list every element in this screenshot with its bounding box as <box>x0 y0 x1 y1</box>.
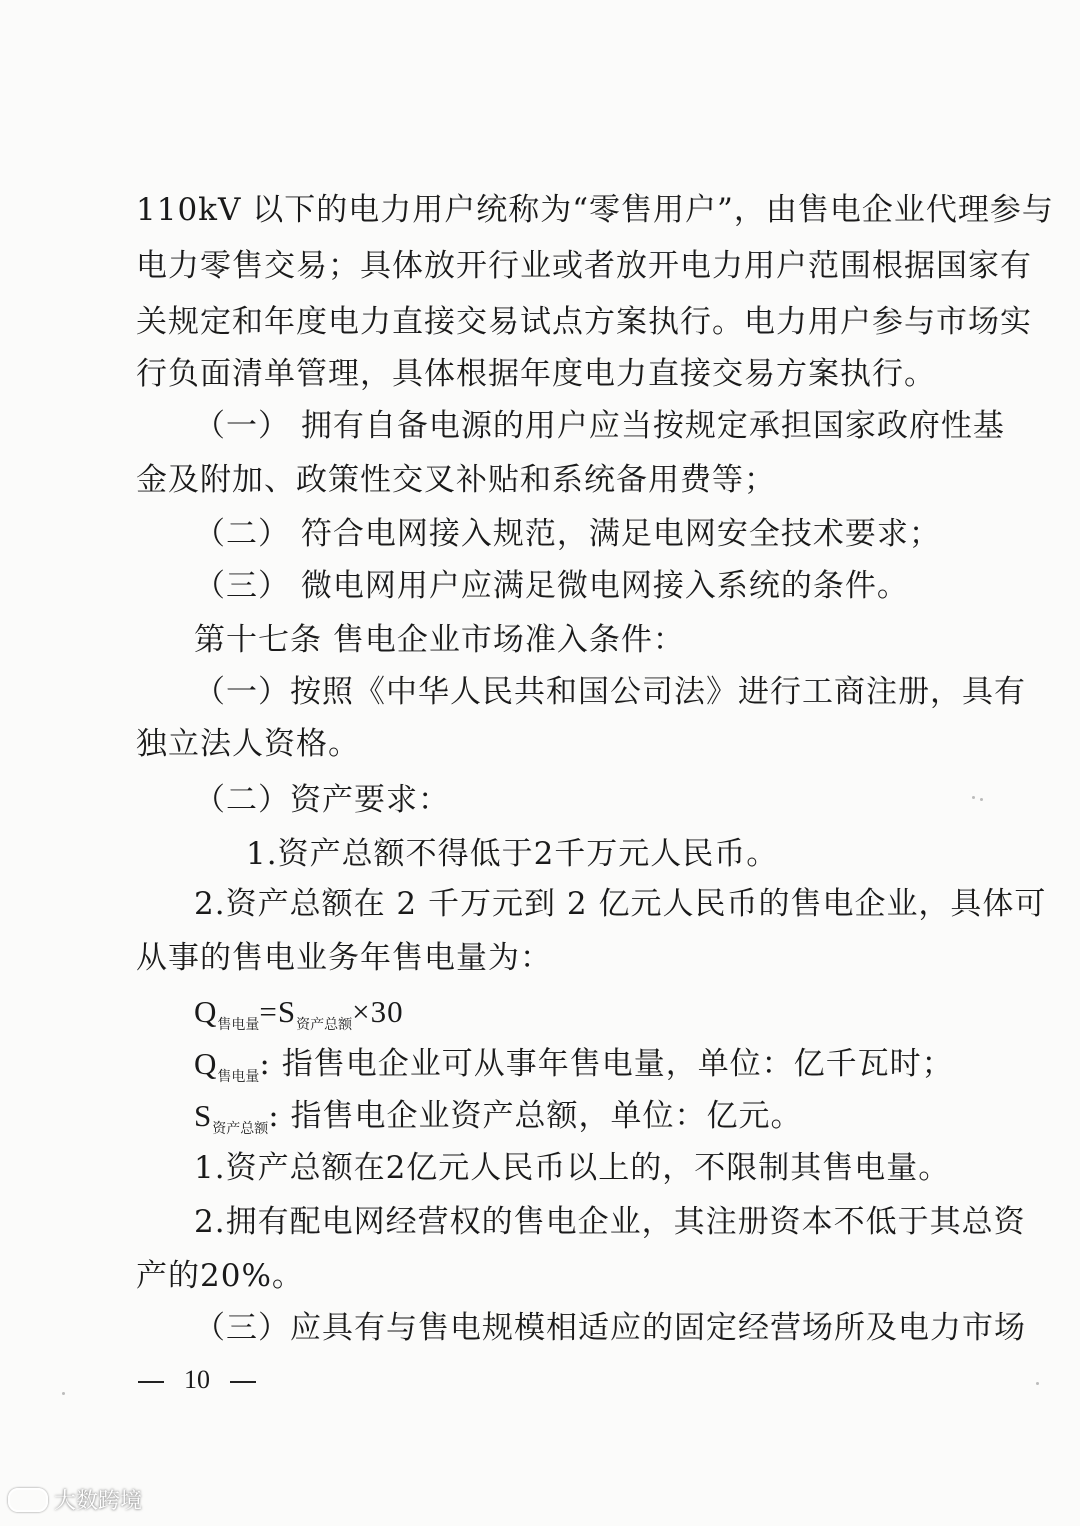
scan-speck <box>980 798 983 801</box>
article-17-heading: 第十七条 售电企业市场准入条件： <box>194 622 685 658</box>
page-footer <box>138 1365 256 1395</box>
scan-speck <box>62 1392 65 1395</box>
formula-q: Q <box>194 994 218 1029</box>
asset-rule-3: 1.资产总额在2亿元人民币以上的，不限制其售电量。 <box>194 1150 951 1186</box>
formula-s: =S <box>259 994 297 1029</box>
definition-s-subscript: 资产总额 <box>212 1121 269 1137</box>
clause-2-line: （二） 符合电网接入规范，满足电网安全技术要求； <box>194 516 941 552</box>
paragraph-line: 行负面清单管理，具体根据年度电力直接交易方案执行。 <box>136 356 936 392</box>
asset-rule-4: 产的20%。 <box>136 1258 304 1294</box>
formula-multiplier: ×30 <box>352 994 404 1029</box>
definition-q <box>194 1044 954 1097</box>
asset-rule-4: 2.拥有配电网经营权的售电企业，其注册资本不低于其总资 <box>194 1204 1026 1240</box>
formula-q-subscript: 售电量 <box>217 1018 260 1033</box>
asset-rule-1: 1.资产总额不得低于2千万元人民币。 <box>246 836 779 872</box>
scan-speck <box>1036 1382 1039 1385</box>
asset-rule-2: 从事的售电业务年售电量为： <box>136 940 552 976</box>
watermark <box>8 1484 142 1515</box>
watermark-logo-icon <box>8 1488 48 1512</box>
definition-q-text: : 指售电企业可从事年售电量，单位：亿千瓦时； <box>259 1046 954 1082</box>
scan-speck <box>972 796 975 799</box>
footer-dash-right <box>230 1381 256 1383</box>
clause-1-line: 金及附加、政策性交叉补贴和系统备用费等； <box>136 462 776 498</box>
definition-q-symbol: Q <box>194 1046 218 1081</box>
page-number: 10 <box>184 1365 210 1394</box>
article-17-item-1: 独立法人资格。 <box>136 726 360 762</box>
watermark-text: 大数跨境 <box>54 1489 143 1514</box>
paragraph-line: 110kV 以下的电力用户统称为“零售用户”，由售电企业代理参与 <box>136 192 1054 228</box>
clause-3-line: （三） 微电网用户应满足微电网接入系统的条件。 <box>194 568 909 604</box>
footer-dash-left <box>138 1381 164 1383</box>
article-17-item-3: （三）应具有与售电规模相适应的固定经营场所及电力市场 <box>194 1310 1026 1346</box>
asset-rule-2: 2.资产总额在 2 千万元到 2 亿元人民币的售电企业，具体可 <box>194 886 1047 922</box>
clause-1-line: （一） 拥有自备电源的用户应当按规定承担国家政府性基 <box>194 408 1005 444</box>
article-17-item-1: （一）按照《中华人民共和国公司法》进行工商注册，具有 <box>194 674 1026 710</box>
definition-s-text: : 指售电企业资产总额，单位：亿元。 <box>268 1098 803 1134</box>
formula-s-subscript: 资产总额 <box>296 1018 353 1033</box>
definition-q-subscript: 售电量 <box>217 1069 260 1085</box>
definition-s <box>194 1096 803 1149</box>
paragraph-line: 关规定和年度电力直接交易试点方案执行。电力用户参与市场实 <box>136 304 1032 340</box>
definition-s-symbol: S <box>194 1098 213 1133</box>
paragraph-line: 电力零售交易；具体放开行业或者放开电力用户范围根据国家有 <box>136 248 1032 284</box>
asset-requirements-heading: （二）资产要求： <box>194 782 450 818</box>
sales-formula <box>194 992 404 1046</box>
